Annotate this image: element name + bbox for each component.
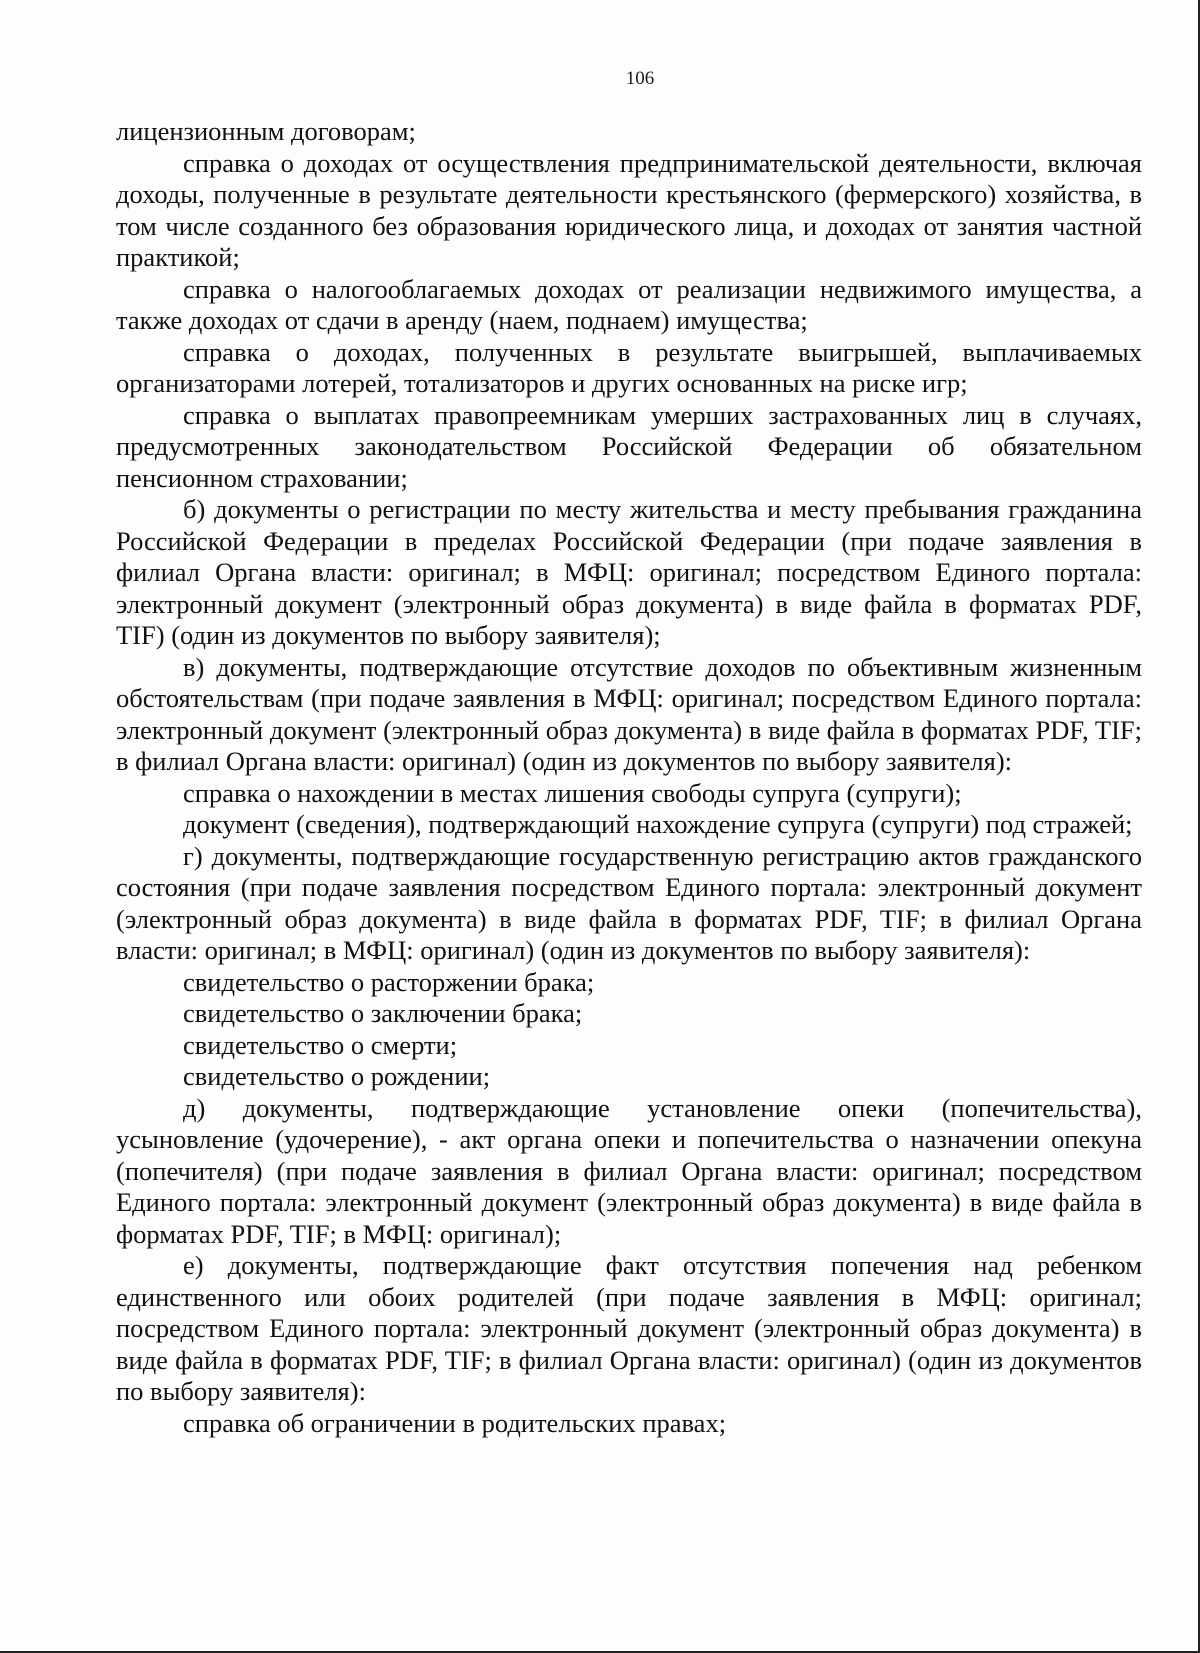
paragraph: свидетельство о рождении; [183, 1061, 491, 1091]
paragraph: свидетельство о смерти; [183, 1029, 458, 1060]
paragraph: в) документы, подтверждающие отсутствие доходов по объективным жизненным обстоятельствам (при подаче заявления в МФЦ: оригинал; посредством Единого портала: электронный документ (электронный образ документа) в виде файла в форматах PDF, TIF; в филиал Органа власти: оригинал) (один из документов по выбору заявителя): [116, 651, 1142, 776]
page-number: 106 [625, 68, 655, 89]
paragraph: справка о выплатах правопреемникам умерших застрахованных лиц в случаях, предусмотренных законодательством Российской Федерации об обязательном пенсионном страховании; [116, 399, 1142, 493]
paragraph: документ (сведения), подтверждающий нахождение супруга (супруги) под стражей; [183, 809, 1133, 839]
paragraph: е) документы, подтверждающие факт отсутствия попечения над ребенком единственного или обоих родителей (при подаче заявления в МФЦ: оригинал; посредством Единого портала: электронный документ (электронный образ документа) в виде файла в форматах PDF, TIF; в филиал Органа власти: оригинал) (один из документов по выбору заявителя): [116, 1250, 1142, 1406]
paragraph: справка о доходах, полученных в результате выигрышей, выплачиваемых организаторами лотерей, тотализаторов и других основанных на риске игр; [116, 336, 1142, 398]
paragraph: справка о нахождении в местах лишения свободы супруга (супруги); [183, 777, 962, 808]
paragraph: справка об ограничении в родительских правах; [183, 1407, 727, 1438]
paragraph: справка о налогооблагаемых доходах от реализации недвижимого имущества, а также доходах от сдачи в аренду (наем, поднаем) имущества; [116, 273, 1142, 335]
paragraph: д) документы, подтверждающие установление опеки (попечительства), усыновление (удочерение), - акт органа опеки и попечительства о назначении опекуна (попечителя) (при подаче заявления в филиал Органа власти: оригинал; посредством Единого портала: электронный документ (электронный образ документа) в виде файла в форматах PDF, TIF; в МФЦ: оригинал); [116, 1092, 1142, 1249]
document-body [116, 116, 1142, 1439]
paragraph: справка о доходах от осуществления предпринимательской деятельности, включая доходы, полученные в результате деятельности крестьянского (фермерского) хозяйства, в том числе созданного без образования юридического лица, и доходах от занятия частной практикой; [116, 147, 1142, 272]
paragraph: свидетельство о заключении брака; [183, 998, 583, 1028]
paragraph: г) документы, подтверждающие государственную регистрацию актов гражданского состояния (при подаче заявления посредством Единого портала: электронный документ (электронный образ документа) в виде файла в форматах PDF, TIF; в филиал Органа власти: оригинал; в МФЦ: оригинал) (один из документов по выбору заявителя): [116, 840, 1142, 965]
paragraph: б) документы о регистрации по месту жительства и месту пребывания гражданина Российской Федерации в пределах Российской Федерации (при подаче заявления в филиал Органа власти: оригинал; в МФЦ: оригинал; посредством Единого портала: электронный документ (электронный образ документа) в виде файла в форматах PDF, TIF) (один из документов по выбору заявителя); [116, 494, 1142, 650]
paragraph: лицензионным договорам; [116, 116, 416, 146]
paragraph: свидетельство о расторжении брака; [183, 966, 595, 997]
